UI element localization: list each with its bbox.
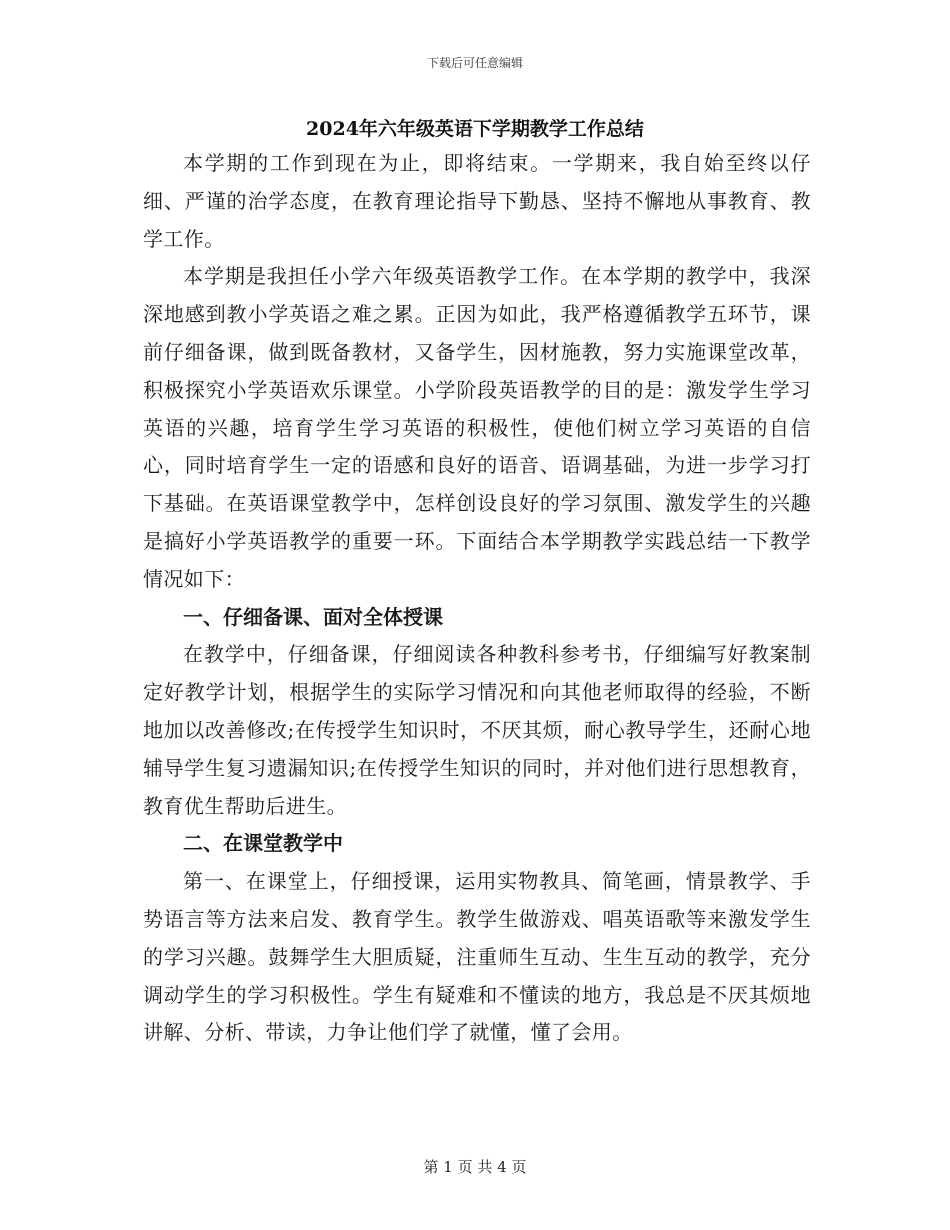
header-note: 下载后可任意编辑 xyxy=(426,56,523,70)
document-title: 2024年六年级英语下学期教学工作总结 xyxy=(306,118,644,140)
section-paragraph-2: 第一、在课堂上，仔细授课，运用实物教具、简笔画，情景教学、手势语言等方法来启发、教育学生。教学生做游戏、唱英语歌等来激发学生的学习兴趣。鼓舞学生大胆质疑，注重师生互动、生生互动的教学，充分调动学生的学习积极性。学生有疑难和不懂读的地方，我总是不厌其烦地讲解、分析、带读，力争让他们学了就懂，懂了会用。 xyxy=(143,869,811,1045)
document-body xyxy=(143,145,811,1052)
intro-paragraph-2: 本学期是我担任小学六年级英语教学工作。在本学期的教学中，我深深地感到教小学英语之难之累。正因为如此，我严格遵循教学五环节，课前仔细备课，做到既备教材，又备学生，因材施教，努力实施课堂改革，积极探究小学英语欢乐课堂。小学阶段英语教学的目的是：激发学生学习英语的兴趣，培育学生学习英语的积极性，使他们树立学习英语的自信心，同时培育学生一定的语感和良好的语音、语调基础，为进一步学习打下基础。在英语课堂教学中，怎样创设良好的学习氛围、激发学生的兴趣是搞好小学英语教学的重要一环。下面结合本学期教学实践总结一下教学情况如下： xyxy=(143,264,811,591)
page-number: 第 1 页 共 4 页 xyxy=(423,1158,527,1176)
intro-paragraph-1: 本学期的工作到现在为止，即将结束。一学期来，我自始至终以仔细、严谨的治学态度，在教育理论指导下勤恳、坚持不懈地从事教育、教学工作。 xyxy=(143,151,811,251)
section-heading-2: 二、在课堂教学中 xyxy=(183,831,343,856)
section-heading-1: 一、仔细备课、面对全体授课 xyxy=(183,604,443,629)
section-paragraph-1: 在教学中，仔细备课，仔细阅读各种教科参考书，仔细编写好教案制定好教学计划，根据学生的实际学习情况和向其他老师取得的经验，不断地加以改善修改;在传授学生知识时，不厌其烦，耐心教导学生，还耐心地辅导学生复习遗漏知识;在传授学生知识的同时，并对他们进行思想教育，教育优生帮助后进生。 xyxy=(143,642,811,818)
